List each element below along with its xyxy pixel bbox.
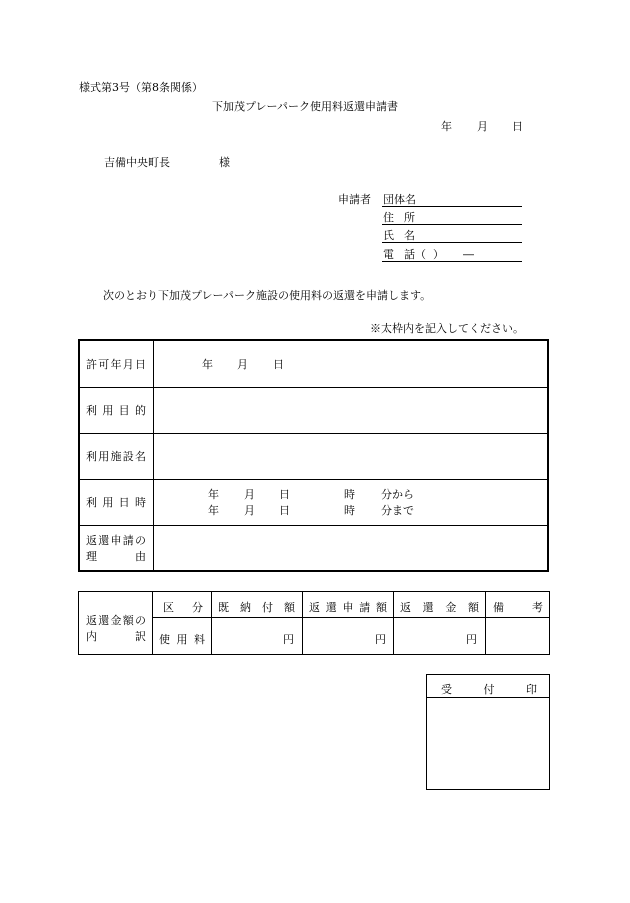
refund-header-divider <box>152 617 549 618</box>
permit-date-row <box>80 341 547 388</box>
applicant-phone-close: ） <box>433 248 444 261</box>
address-line <box>382 224 522 225</box>
statement-text: 次のとおり下加茂プレーパーク施設の使用料の返還を申請します。 <box>103 289 432 302</box>
reason-label-line2: 理 由 <box>86 550 146 563</box>
header-category: 区 分 <box>163 601 203 614</box>
datetime-label: 利 用 日 時 <box>86 496 146 509</box>
refund-col-divider-4 <box>393 592 394 654</box>
form-title: 下加茂プレーパーク使用料返還申請書 <box>212 100 399 113</box>
refund-currency: 円 <box>466 633 477 646</box>
applicant-address-label-2: 所 <box>404 211 415 224</box>
addressee-name: 吉備中央町長 <box>104 156 170 169</box>
facility-row <box>80 433 547 480</box>
instruction-note: ※太枠内を記入してください。 <box>370 322 524 335</box>
date-month: 月 <box>477 120 488 133</box>
header-refund-amount: 返 還 金 額 <box>400 601 479 614</box>
refund-row-label-line1: 返 還 金 額 の <box>86 614 146 627</box>
header-paid-amount: 既 納 付 額 <box>218 601 295 614</box>
refund-col-divider-5 <box>485 592 486 654</box>
to-day: 日 <box>279 504 290 517</box>
applicant-name-label-2: 名 <box>404 229 415 242</box>
header-remarks: 備 考 <box>493 601 543 614</box>
purpose-row <box>80 387 547 434</box>
date-day: 日 <box>512 120 523 133</box>
refund-col-divider-3 <box>302 592 303 654</box>
requested-currency: 円 <box>375 633 386 646</box>
from-day: 日 <box>279 488 290 501</box>
row-category-usage-fee: 使 用 料 <box>159 633 205 646</box>
stamp-header-divider <box>427 697 549 698</box>
reception-stamp-box <box>426 674 550 790</box>
permit-year: 年 <box>202 358 213 371</box>
group-name-line <box>382 206 522 207</box>
applicant-address-label-1: 住 <box>383 211 394 224</box>
from-month: 月 <box>244 488 255 501</box>
applicant-group-name-label: 団体名 <box>383 193 416 206</box>
header-requested-amount: 返 還 申 請 額 <box>309 601 387 614</box>
facility-label: 利 用 施 設 名 <box>86 450 146 463</box>
form-number: 様式第3号（第8条関係） <box>79 81 203 94</box>
from-hour: 時 <box>344 488 355 501</box>
refund-col-divider-2 <box>211 592 212 654</box>
refund-row-label-line2: 内 訳 <box>86 630 146 643</box>
purpose-label: 利 用 目 的 <box>86 404 146 417</box>
applicant-name-label-1: 氏 <box>383 229 394 242</box>
reason-row <box>80 525 547 570</box>
reception-stamp-label: 受 付 印 <box>441 683 537 696</box>
paid-currency: 円 <box>283 633 294 646</box>
applicant-phone-label-2: 話（ <box>404 248 426 261</box>
name-line <box>382 242 522 243</box>
refund-breakdown-table <box>78 591 550 655</box>
permit-month: 月 <box>237 358 248 371</box>
date-year: 年 <box>441 120 452 133</box>
to-year: 年 <box>208 504 219 517</box>
permit-date-label: 許 可 年 月 日 <box>86 358 146 371</box>
reason-label-line1: 返 還 申 請 の <box>86 534 146 547</box>
permit-day: 日 <box>273 358 284 371</box>
datetime-row <box>80 479 547 526</box>
application-table <box>78 339 549 572</box>
to-month: 月 <box>244 504 255 517</box>
addressee-honorific: 様 <box>219 156 230 169</box>
from-minute: 分から <box>381 488 414 501</box>
to-minute: 分まで <box>381 504 414 517</box>
applicant-phone-label-1: 電 <box>383 248 394 261</box>
refund-col-divider-1 <box>152 592 153 654</box>
phone-line <box>382 261 522 262</box>
applicant-label: 申請者 <box>338 193 371 206</box>
to-hour: 時 <box>344 504 355 517</box>
applicant-phone-dash: ― <box>463 248 474 261</box>
from-year: 年 <box>208 488 219 501</box>
